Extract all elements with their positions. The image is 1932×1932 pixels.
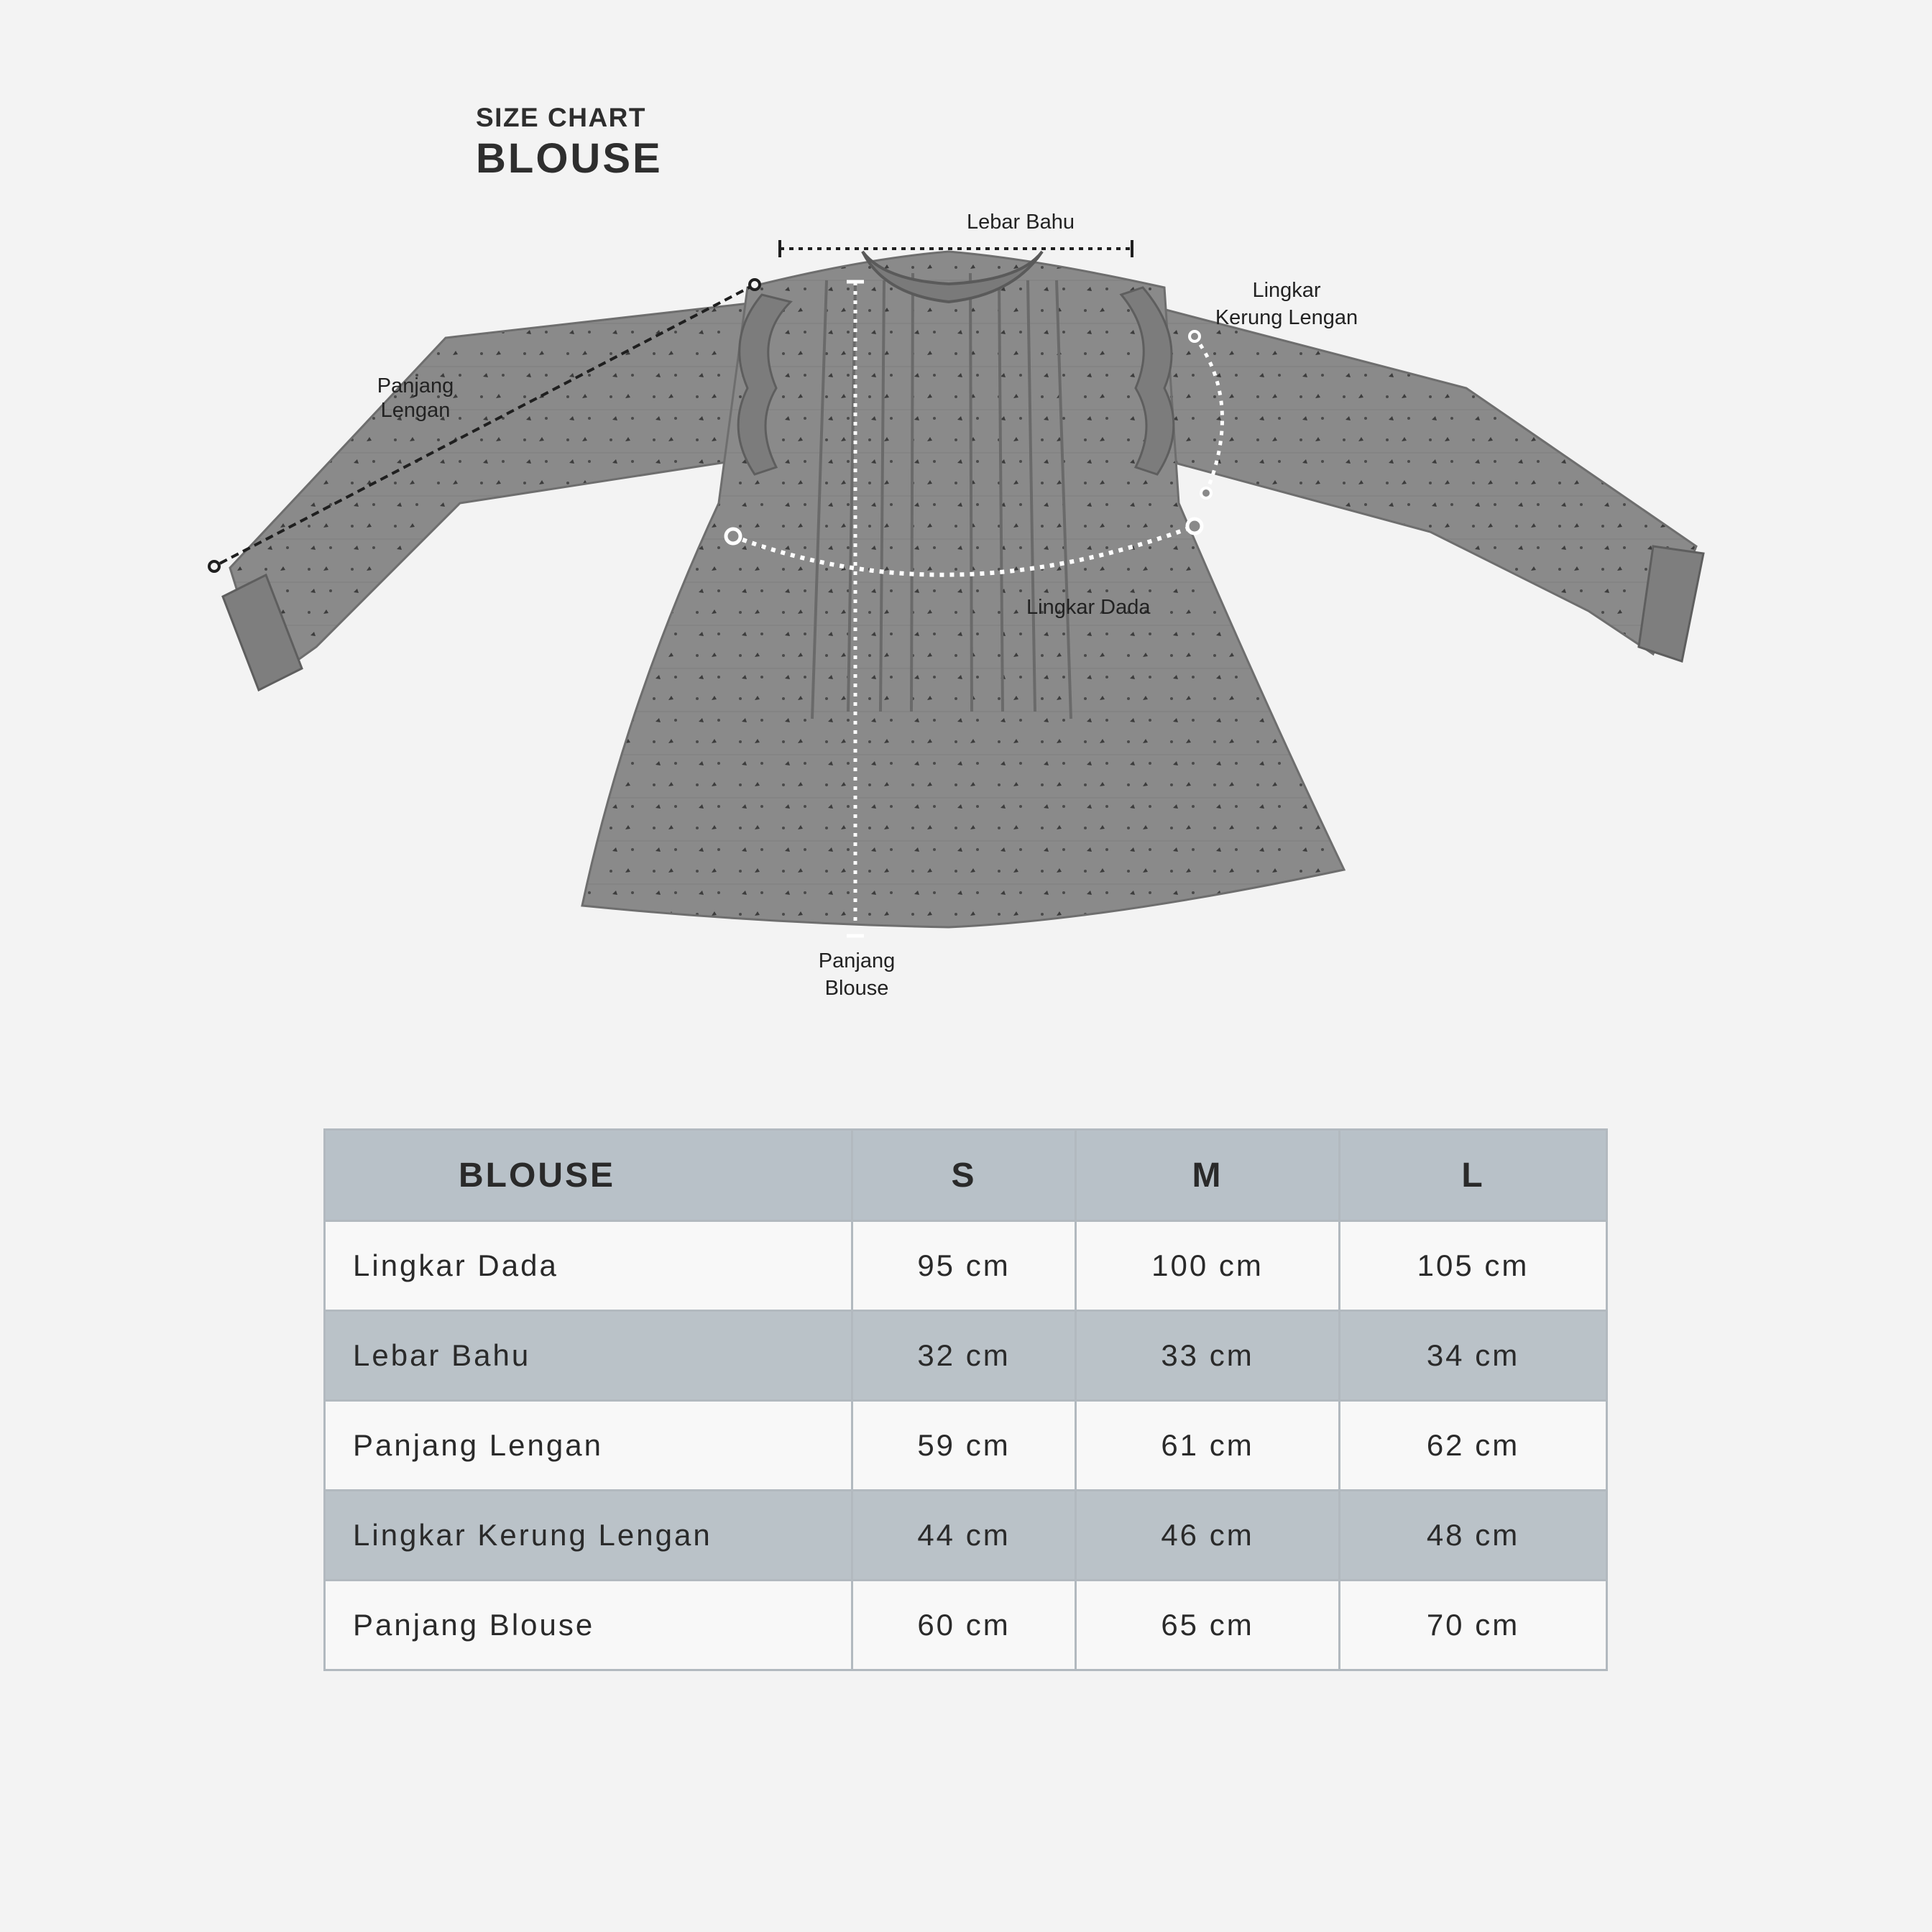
value-s: 44 cm	[852, 1491, 1076, 1581]
row-label: Panjang Blouse	[325, 1581, 852, 1670]
row-label: Lingkar Kerung Lengan	[325, 1491, 852, 1581]
value-l: 105 cm	[1340, 1221, 1607, 1311]
label-panjang-blouse-line1: Panjang	[818, 949, 896, 972]
label-lingkar-kerung-lengan	[1197, 277, 1376, 331]
value-m: 100 cm	[1076, 1221, 1340, 1311]
page-subtitle: SIZE CHART	[476, 103, 646, 132]
value-s: 59 cm	[852, 1401, 1076, 1491]
value-s: 32 cm	[852, 1311, 1076, 1401]
header-size-l: L	[1340, 1130, 1607, 1221]
row-label: Panjang Lengan	[325, 1401, 852, 1491]
label-lingkar-kerung-line2: Kerung Lengan	[1215, 306, 1358, 329]
header-size-s: S	[852, 1130, 1076, 1221]
table-row	[325, 1221, 1607, 1311]
table-row	[325, 1581, 1607, 1670]
value-s: 95 cm	[852, 1221, 1076, 1311]
table-header-row	[325, 1130, 1607, 1221]
size-chart-table	[323, 1128, 1608, 1671]
label-lebar-bahu: Lebar Bahu	[967, 211, 1075, 234]
value-l: 34 cm	[1340, 1311, 1607, 1401]
value-m: 33 cm	[1076, 1311, 1340, 1401]
label-lingkar-kerung-line1: Lingkar	[1252, 279, 1321, 302]
value-m: 46 cm	[1076, 1491, 1340, 1581]
label-panjang-lengan-line1: Panjang	[377, 374, 454, 397]
table-row	[325, 1401, 1607, 1491]
header-size-m: M	[1076, 1130, 1340, 1221]
header-blouse: BLOUSE	[325, 1130, 852, 1221]
page-title: BLOUSE	[476, 135, 663, 182]
label-panjang-lengan-line2: Lengan	[380, 399, 451, 422]
label-panjang-blouse	[810, 947, 903, 1002]
table-row	[325, 1491, 1607, 1581]
label-lingkar-dada: Lingkar Dada	[1026, 596, 1151, 619]
row-label: Lebar Bahu	[325, 1311, 852, 1401]
value-l: 62 cm	[1340, 1401, 1607, 1491]
label-panjang-lengan	[367, 372, 464, 424]
row-label: Lingkar Dada	[325, 1221, 852, 1311]
value-m: 65 cm	[1076, 1581, 1340, 1670]
label-panjang-blouse-line2: Blouse	[824, 977, 889, 1000]
value-l: 70 cm	[1340, 1581, 1607, 1670]
value-s: 60 cm	[852, 1581, 1076, 1670]
value-m: 61 cm	[1076, 1401, 1340, 1491]
table-row	[325, 1311, 1607, 1401]
value-l: 48 cm	[1340, 1491, 1607, 1581]
